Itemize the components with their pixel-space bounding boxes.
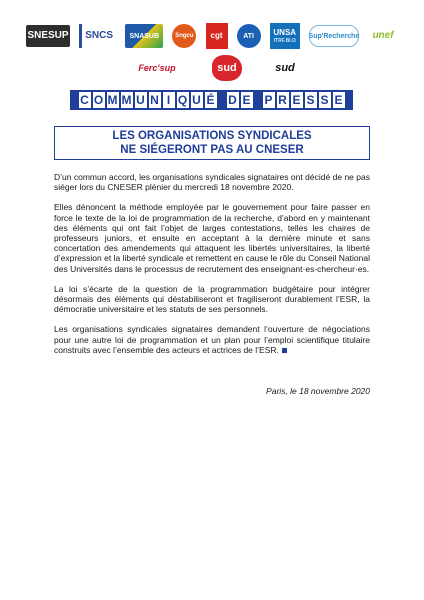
logo-row-top <box>26 20 398 52</box>
banner-letter: Q <box>177 93 188 107</box>
banner-letter: N <box>150 93 159 107</box>
sncs-logo: SNCS <box>79 24 116 48</box>
sud-recherche-logo: sud <box>275 61 295 74</box>
ferc-sup-logo: Ferc'sup <box>138 62 176 73</box>
banner-letter: R <box>278 93 287 107</box>
sngcu-logo: Sngcu <box>172 24 196 48</box>
banner-letter: C <box>80 93 89 107</box>
banner-letter: U <box>136 93 145 107</box>
banner-letter: P <box>264 93 273 107</box>
sud-education-logo: sud <box>212 55 242 81</box>
unsa-logo <box>270 23 300 49</box>
banner-letter: M <box>121 93 132 107</box>
banner-letter: E <box>334 93 343 107</box>
banner-letter: É <box>206 93 215 107</box>
banner-letter: U <box>192 93 201 107</box>
title-line-2: NE SIÉGERONT PAS AU CNESER <box>120 144 304 156</box>
unef-logo: unef <box>372 30 394 41</box>
communique-banner <box>70 90 353 110</box>
paragraph-3: La loi s’écarte de la question de la programmation budgétaire pour intégrer désormais des éléments qui déstabiliseront et fragiliseront durablement l’ESR, la démocratie universitaire et les statuts de ses personnels. <box>54 283 370 315</box>
paragraph-2: Elles dénoncent la méthode employée par le gouvernement pour faire passer en force le texte de la loi de programmation de la recherche, d’abord en y maintenant des éléments qui ont fait l’objet de larges contestations, telles les chaires de professeurs juniors, et ensuite en acceptant à la dernière minute et sans concertation des amendements qui attaquent les libertés universitaires, la liberté d’expression et la liberté syndicale et remettent en cause le rôle du Conseil National des Universités dans le processus de recrutement des enseignant·es-chercheur·es. <box>54 202 370 274</box>
snesup-logo: SNESUP <box>26 25 70 47</box>
banner-letter: O <box>93 93 104 107</box>
paragraph-1: D’un commun accord, les organisations syndicales signataires ont décidé de ne pas siéger lors du CNESER plénier du mercredi 18 novembre 2020. <box>54 172 370 193</box>
banner-letter: E <box>292 93 301 107</box>
banner-letter: I <box>163 92 175 108</box>
press-release-body <box>54 172 370 365</box>
banner-letter: E <box>242 93 251 107</box>
cgt-logo: cgt <box>206 23 228 49</box>
snasub-logo: SNASUB <box>125 24 163 48</box>
paragraph-4-text: Les organisations syndicales signataires demandent l’ouverture de négociations pour une autre loi de programmation et un plan pour l’emploi scientifique titulaire construits avec l’ensemble des acteurs et actrices de l’ESR. <box>54 324 370 355</box>
banner-letter: M <box>107 93 118 107</box>
title-line-1: LES ORGANISATIONS SYNDICALES <box>112 130 312 142</box>
banner-letter: D <box>228 93 237 107</box>
banner-letter: S <box>306 93 315 107</box>
unsa-logo-text: UNSA <box>273 27 297 37</box>
signature-date: Paris, le 18 novembre 2020 <box>266 386 370 396</box>
ati-logo: ATI <box>237 24 261 48</box>
unsa-logo-subtext: ITRF.BI.O <box>273 37 296 44</box>
end-square-icon <box>282 348 287 353</box>
banner-gap <box>219 92 225 108</box>
banner-gap <box>255 92 261 108</box>
sup-recherche-logo: Sup'Recherche <box>309 25 359 47</box>
banner-letters <box>79 92 345 108</box>
press-release-title <box>54 126 370 160</box>
logo-row-bottom <box>130 54 300 82</box>
banner-letter: S <box>320 93 329 107</box>
paragraph-4 <box>54 324 370 355</box>
